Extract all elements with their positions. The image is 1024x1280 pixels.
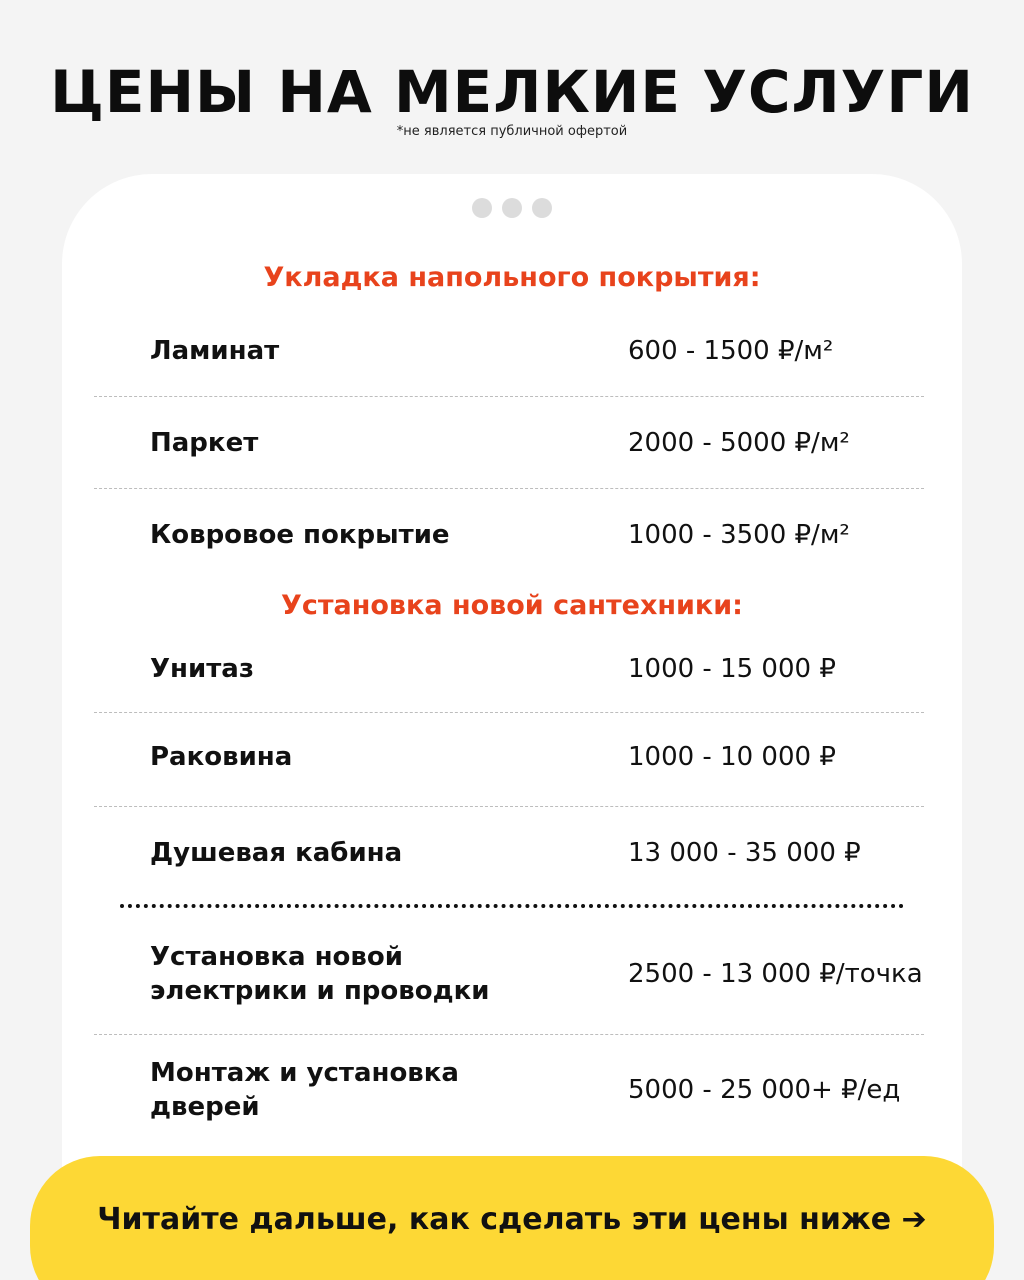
service-name: Ковровое покрытие — [150, 520, 450, 550]
service-name — [150, 940, 489, 1008]
row-divider — [94, 396, 924, 397]
row-divider — [94, 806, 924, 807]
dot-icon — [502, 198, 522, 218]
row-divider — [94, 1034, 924, 1035]
dot-icon — [472, 198, 492, 218]
price-card — [62, 174, 962, 1280]
section-title-flooring: Укладка напольного покрытия: — [263, 262, 761, 293]
service-name: Паркет — [150, 428, 259, 458]
disclaimer-text: *не является публичной офертой — [396, 124, 628, 139]
section-title-plumbing: Установка новой сантехники: — [281, 590, 743, 621]
service-name-line: электрики и проводки — [150, 976, 490, 1006]
service-name — [150, 1056, 459, 1124]
row-divider — [94, 712, 924, 713]
service-price: 2500 - 13 000 ₽/точка — [628, 959, 923, 989]
service-name-line: Монтаж и установка — [150, 1058, 459, 1088]
read-more-text[interactable]: Читайте дальше, как сделать эти цены ниже ➔ — [97, 1202, 927, 1237]
service-price: 13 000 - 35 000 ₽ — [628, 838, 861, 868]
service-price: 1000 - 10 000 ₽ — [628, 742, 836, 772]
service-name-line: дверей — [150, 1092, 260, 1122]
section-divider — [120, 904, 904, 908]
service-price: 1000 - 3500 ₽/м² — [628, 520, 850, 550]
service-name-line: Установка новой — [150, 942, 403, 972]
service-price: 2000 - 5000 ₽/м² — [628, 428, 850, 458]
service-price: 5000 - 25 000+ ₽/ед — [628, 1075, 901, 1105]
window-dots — [472, 198, 552, 218]
dot-icon — [532, 198, 552, 218]
service-price: 600 - 1500 ₽/м² — [628, 336, 834, 366]
read-more-banner[interactable] — [30, 1156, 994, 1280]
service-name: Унитаз — [150, 654, 254, 684]
service-price: 1000 - 15 000 ₽ — [628, 654, 836, 684]
service-name: Ламинат — [150, 336, 280, 366]
service-name: Раковина — [150, 742, 293, 772]
service-name: Душевая кабина — [150, 838, 403, 868]
page-title: ЦЕНЫ НА МЕЛКИЕ УСЛУГИ — [50, 58, 974, 126]
row-divider — [94, 488, 924, 489]
